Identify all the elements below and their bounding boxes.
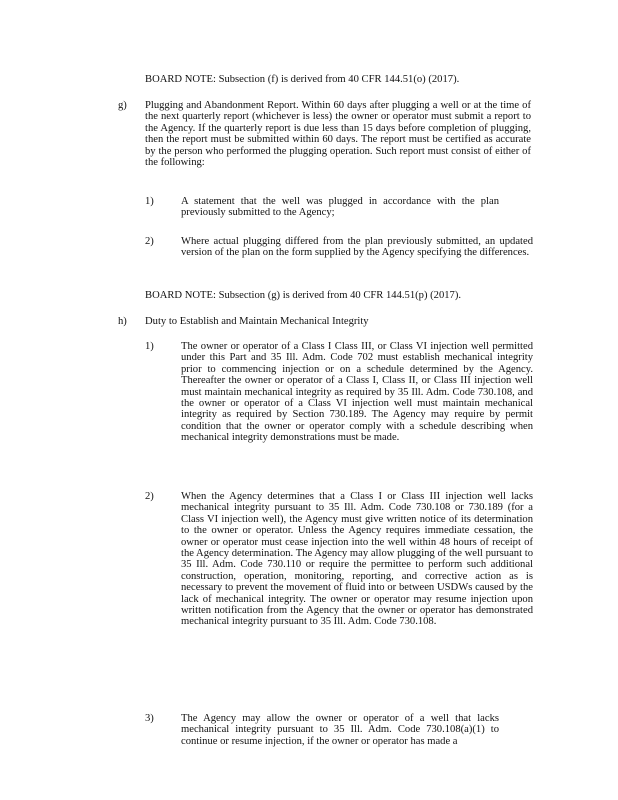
g-item-2-text: Where actual plugging differed from the plan previously submitted, an updated version of the plan on the form supplied by the Agency specifying the differences.: [181, 236, 533, 259]
g-item-1-text: A statement that the well was plugged in accordance with the plan previously submitted to the Agency;: [181, 196, 499, 219]
h-item-2-label: 2): [145, 491, 154, 502]
subsection-h-label: h): [118, 316, 127, 327]
subsection-h-heading: Duty to Establish and Maintain Mechanical Integrity: [145, 316, 369, 327]
subsection-g-text: Plugging and Abandonment Report. Within 60 days after plugging a well or at the time of the next quarterly report (whichever is less) the owner or operator must submit a report to the Agency. If the quarterly report is due less than 15 days before completion of plugging, then the report must be submitted within 60 days. The report must be certified as accurate by the person who performed the plugging operation. Such report must consist of either of the following:: [145, 100, 531, 169]
h-item-1-label: 1): [145, 341, 154, 352]
h-item-2-text: When the Agency determines that a Class I or Class III injection well lacks mechanical integrity pursuant to 35 Ill. Adm. Code 730.108 or 730.189 (for a Class VI injection well), the Agency must give written notice of its determination to the owner or operator. Unless the Agency requires immediate cessation, the owner or operator must cease injection into the well within 48 hours of receipt of the Agency determination. The Agency may allow plugging of the well pursuant to 35 Ill. Adm. Code 730.110 or require the permittee to perform such additional construction, operation, monitoring, reporting, and corrective action as is necessary to prevent the movement of fluid into or between USDWs caused by the lack of mechanical integrity. The owner or operator may resume injection upon written notification from the Agency that the owner or operator has demonstrated mechanical integrity pursuant to 35 Ill. Adm. Code 730.108.: [181, 491, 533, 628]
board-note-g: BOARD NOTE: Subsection (g) is derived from 40 CFR 144.51(p) (2017).: [145, 290, 462, 301]
g-item-1-label: 1): [145, 196, 154, 207]
h-item-3-text: The Agency may allow the owner or operator of a well that lacks mechanical integrity pursuant to 35 Ill. Adm. Code 730.108(a)(1) to continue or resume injection, if the owner or operator has made a: [181, 713, 499, 747]
g-item-2-label: 2): [145, 236, 154, 247]
subsection-g-label: g): [118, 100, 127, 111]
board-note-f: BOARD NOTE: Subsection (f) is derived from 40 CFR 144.51(o) (2017).: [145, 74, 460, 85]
h-item-3-label: 3): [145, 713, 154, 724]
h-item-1-text: The owner or operator of a Class I Class III, or Class VI injection well permitted under this Part and 35 Ill. Adm. Code 702 must establish mechanical integrity prior to commencing injection or on a schedule determined by the Agency. Thereafter the owner or operator of a Class I, Class II, or Class III injection well must maintain mechanical integrity as required by 35 Ill. Adm. Code 730.108, and the owner or operator of a Class VI injection well must maintain mechanical integrity as required by Section 730.189. The Agency may require by permit condition that the owner or operator comply with a schedule describing when mechanical integrity demonstrations must be made.: [181, 341, 533, 444]
